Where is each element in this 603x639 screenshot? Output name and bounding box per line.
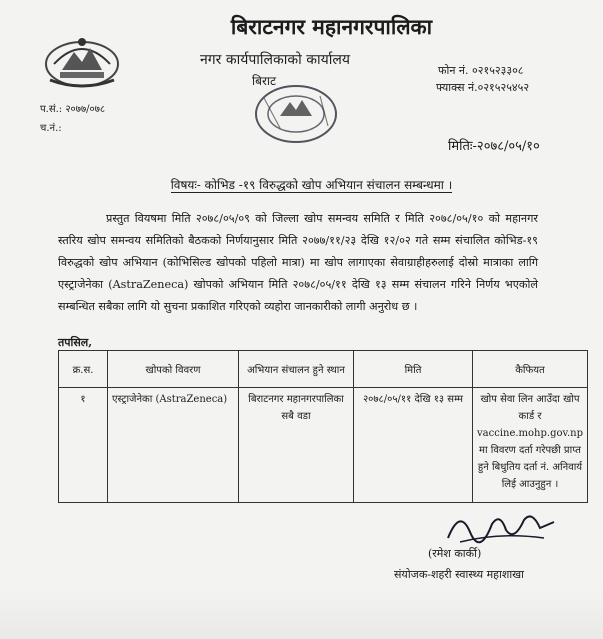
col-date: मिति (354, 351, 473, 388)
letter-body (58, 208, 538, 318)
signature-icon (440, 502, 560, 550)
col-remarks: कैफियत (473, 351, 588, 388)
office-stamp-icon (250, 78, 342, 148)
cell-location: बिराटनगर महानगरपालिका सबै वडा (239, 388, 354, 503)
col-vaccine: खोपको विवरण (108, 351, 239, 388)
table-title: तपसिल, (58, 336, 93, 349)
reference-number: प.सं.: २०७७/०७८ (40, 104, 106, 115)
page-shadow (0, 590, 603, 639)
subject-text: विषयः- कोभिड -१९ विरुद्धको खोप अभियान संचालन सम्बन्धमा । (170, 178, 453, 192)
body-paragraph: प्रस्तुत वियषमा मिति २०७८/०५/०९ को जिल्ला खोप समन्वय समिति र मिति २०७८/०५/१० को महानगर स्तरिय खोप समन्वय समितिको बैठकको निर्णयानुसार मिति २०७७/११/२३ देखि १२/०२ गते सम्म संचालित कोभिड-१९ विरुद्धको खोप अभियान (कोभिसिल्ड खोपको पहिलो मात्रा) मा खोप लागाएका सेवाग्राहीहरुलाई दोस्रो मात्राका लागि एस्ट्राजेनेका (AstraZeneca) खोपको अभियान मिति २०७८/०५/११ देखि १३ सम्म संचालन गरिने निर्णय भएकोले सम्बन्धित सबैका लागि यो सुचना प्रकाशित गरिएको व्यहोरा जानकारीको लागी अनुरोध छ । (58, 212, 538, 313)
signatory-designation: संयोजक-शहरी स्वास्थ्य महाशाखा (394, 568, 525, 581)
col-serial: क्र.स. (59, 351, 108, 388)
fax-number: फ्याक्स नं.०२१५२५४५२ (436, 81, 530, 94)
letter-date: मितिः-२०७८/०५/१० (448, 139, 540, 154)
table-row (59, 388, 588, 503)
signatory-name: (रमेश कार्की) (428, 547, 482, 560)
vaccination-schedule-table (58, 350, 588, 503)
sub-location: बिराट (252, 74, 277, 88)
cell-vaccine: एस्ट्राजेनेका (AstraZeneca) (108, 388, 239, 503)
office-name: नगर कार्यपालिकाको कार्यालय (200, 52, 350, 68)
subject-line (0, 176, 603, 193)
cell-remarks: खोप सेवा लिन आउँदा खोप कार्ड र vaccine.mohp.gov.np मा विवरण दर्ता गरेपछी प्राप्त हुने बिधुतिय दर्ता नं. अनिवार्य लिई आउनुहुन । (473, 388, 588, 503)
dispatch-number: च.नं.: (40, 123, 62, 134)
cell-date: २०७८/०५/११ देखि १३ सम्म (354, 388, 473, 503)
org-name: बिराटनगर महानगरपालिका (230, 14, 433, 39)
table-header-row (59, 351, 588, 388)
col-location: अभियान संचालन हुने स्थान (239, 351, 354, 388)
phone-number: फोन नं. ०२१५२३३०८ (438, 64, 524, 77)
cell-serial: १ (59, 388, 108, 503)
